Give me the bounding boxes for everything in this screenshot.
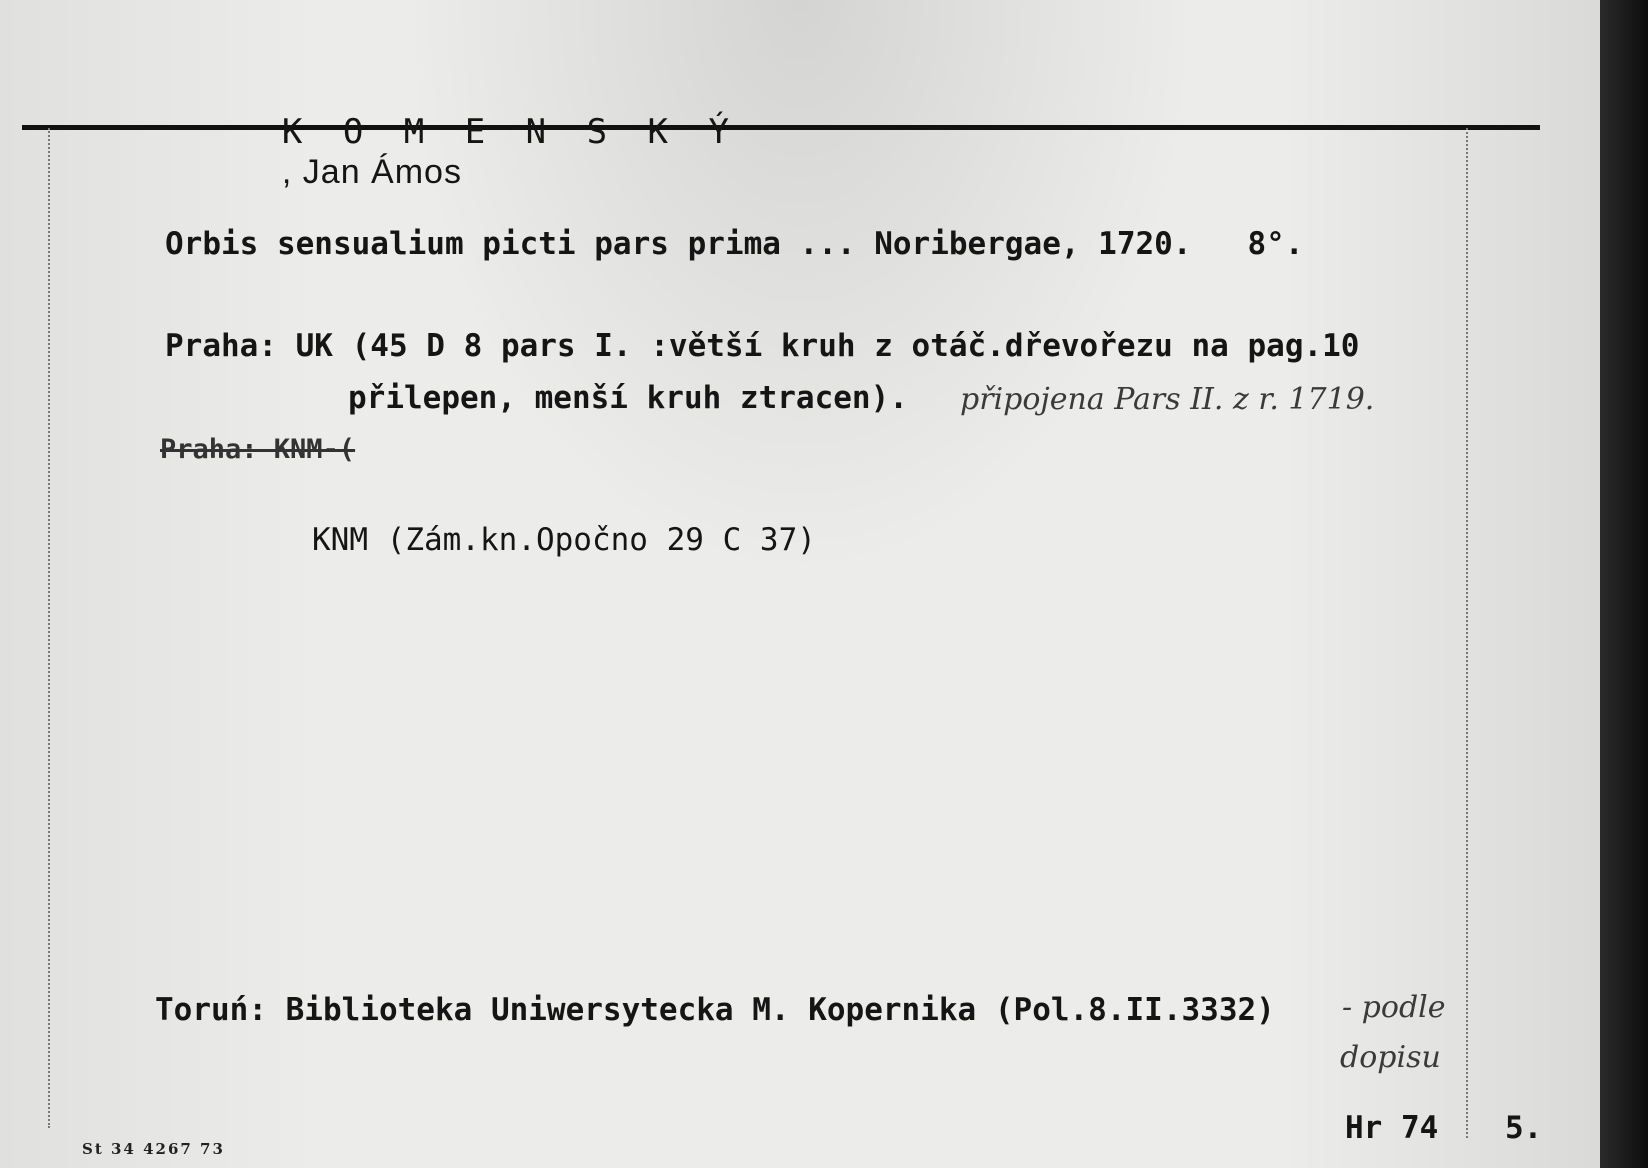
card-shadow-edge — [1600, 0, 1648, 1168]
left-margin-line — [48, 128, 50, 1128]
author-heading — [160, 72, 739, 232]
handwritten-annotation-podle: - podle — [1342, 990, 1446, 1025]
author-given-name: , Jan Ámos — [281, 153, 462, 191]
holding-torun: Toruń: Biblioteka Uniwersytecka M. Kopernika (Pol.8.II.3332) — [155, 992, 1275, 1028]
holding-praha-uk-line1: Praha: UK (45 D 8 pars I. :větší kruh z otáč.dřevořezu na pag.10 — [165, 328, 1360, 364]
print-code: St 34 4267 73 — [82, 1140, 225, 1158]
right-margin-line — [1466, 128, 1468, 1138]
author-surname: K O M E N S K Ý — [281, 112, 739, 152]
holding-knm: KNM (Zám.kn.Opočno 29 C 37) — [312, 522, 816, 558]
shelf-mark: Hr 74 — [1345, 1110, 1439, 1146]
card-number: 5. — [1505, 1110, 1543, 1146]
holding-praha-uk-line2: přilepen, menší kruh ztracen). — [348, 380, 908, 416]
struck-out-holding: Praha: KNM-( — [160, 434, 356, 465]
handwritten-annotation-pars-ii: připojena Pars II. z r. 1719. — [960, 382, 1375, 417]
title-line: Orbis sensualium picti pars prima ... Noribergae, 1720. 8°. — [165, 226, 1304, 262]
handwritten-annotation-dopisu: dopisu — [1340, 1040, 1441, 1075]
